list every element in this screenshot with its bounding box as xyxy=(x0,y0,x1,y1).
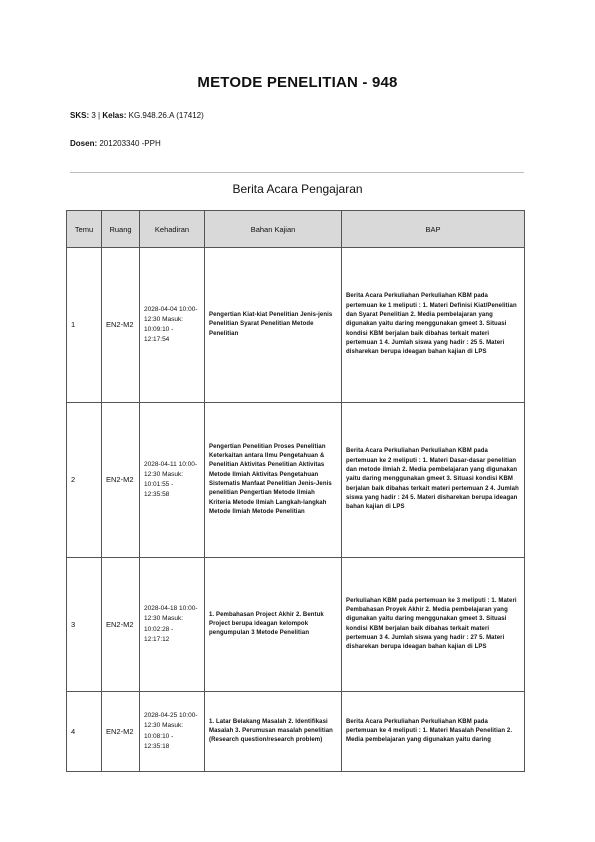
cell-bap: Perkuliahan KBM pada pertemuan ke 3 meliputi : 1. Materi Pembahasan Proyek Akhir 2. Media pembelajaran yang digunakan yaitu daring menggunakan gmeet 3. Situasi kondisi KBM berjalan baik dibahas terkait materi pertemuan 3 4. Jumlah siswa yang hadir : 27 5. Materi disharekan berupa ideagan bahan kajian di LPS xyxy=(342,558,525,692)
sks-value: 3 xyxy=(91,111,96,120)
cell-temu: 1 xyxy=(67,248,102,403)
table-row xyxy=(67,403,525,558)
cell-kehadiran: 2028-04-25 10:00-12:30 Masuk: 10:08:10 - 12:35:18 xyxy=(140,692,205,772)
kelas-value: KG.948.26.A (17412) xyxy=(128,111,204,120)
cell-bahan-kajian: Pengertian Kiat-kiat Penelitian Jenis-jenis Penelitian Syarat Penelitian Metode Penelitian xyxy=(205,248,342,403)
header-ruang: Ruang xyxy=(102,211,140,248)
table-header-row xyxy=(67,211,525,248)
cell-bap: Berita Acara Perkuliahan Perkuliahan KBM pada pertemuan ke 2 meliputi : 1. Materi Dasar-dasar penelitian dan metode ilmiah 2. Media pembelajaran yang digunakan yaitu daring menggunakan gmeet 3. Situasi kondisi KBM berjalan baik dibahas terkait materi pertemuan 2 4. Jumlah siswa yang hadir : 24 5. Materi disharekan berupa ideagan bahan kajian di LPS xyxy=(342,403,525,558)
header-kehadiran: Kehadiran xyxy=(140,211,205,248)
section-title: Berita Acara Pengajaran xyxy=(232,182,363,196)
header-bap: BAP xyxy=(342,211,525,248)
cell-temu: 2 xyxy=(67,403,102,558)
cell-ruang: EN2-M2 xyxy=(102,248,140,403)
cell-temu: 4 xyxy=(67,692,102,772)
cell-ruang: EN2-M2 xyxy=(102,403,140,558)
cell-bahan-kajian: 1. Pembahasan Project Akhir 2. Bentuk Project berupa ideagan kelompok pengumpulan 3 Metode Penelitian xyxy=(205,558,342,692)
table-row xyxy=(67,558,525,692)
cell-bap: Berita Acara Perkuliahan Perkuliahan KBM pada pertemuan ke 1 meliputi : 1. Materi Definisi Kiat/Penelitian dan Syarat Penelitian 2. Media pembelajaran yang digunakan yaitu daring menggunakan gmeet 3. Situasi kondisi KBM berjalan baik dibahas terkait materi pertemuan 1 4. Jumlah siswa yang hadir : 25 5. Materi disharekan berupa ideagan bahan kajian di LPS xyxy=(342,248,525,403)
separator: | xyxy=(98,111,101,120)
header-temu: Temu xyxy=(67,211,102,248)
cell-ruang: EN2-M2 xyxy=(102,692,140,772)
bap-table xyxy=(66,210,525,772)
table-row xyxy=(67,248,525,403)
cell-bap: Berita Acara Perkuliahan Perkuliahan KBM pada pertemuan ke 4 meliputi : 1. Materi Masalah Penelitian 2. Media pembelajaran yang digunakan yaitu daring xyxy=(342,692,525,772)
dosen-value: 201203340 -PPH xyxy=(99,139,161,148)
dosen-label: Dosen: xyxy=(70,139,98,148)
lecturer-line xyxy=(70,139,161,148)
cell-kehadiran: 2028-04-04 10:00-12:30 Masuk: 10:09:10 - 12:17:54 xyxy=(140,248,205,403)
cell-bahan-kajian: 1. Latar Belakang Masalah 2. Identifikasi Masalah 3. Perumusan masalah penelitian (Research question/research problem) xyxy=(205,692,342,772)
cell-ruang: EN2-M2 xyxy=(102,558,140,692)
cell-temu: 3 xyxy=(67,558,102,692)
cell-kehadiran: 2028-04-18 10:00-12:30 Masuk: 10:02:28 - 12:17:12 xyxy=(140,558,205,692)
header-bahan-kajian: Bahan Kajian xyxy=(205,211,342,248)
kelas-label: Kelas: xyxy=(102,111,127,120)
course-title: METODE PENELITIAN - 948 xyxy=(197,74,398,91)
sks-label: SKS: xyxy=(70,111,90,120)
divider xyxy=(70,172,524,173)
cell-kehadiran: 2028-04-11 10:00-12:30 Masuk: 10:01:55 - 12:35:58 xyxy=(140,403,205,558)
cell-bahan-kajian: Pengertian Penelitian Proses Penelitian Keterkaitan antara Ilmu Pengetahuan & Penelitian Aktivitas Penelitian Aktivitas Metode Ilmiah Aktivitas Pengetahuan Sistematis Manfaat Penelitian Jenis-Jenis penelitian Pengertian Metode Ilmiah Kriteria Metode Ilmiah Langkah-langkah Metode Ilmiah Metode Penelitian xyxy=(205,403,342,558)
table-row xyxy=(67,692,525,772)
course-info-line xyxy=(70,111,204,120)
